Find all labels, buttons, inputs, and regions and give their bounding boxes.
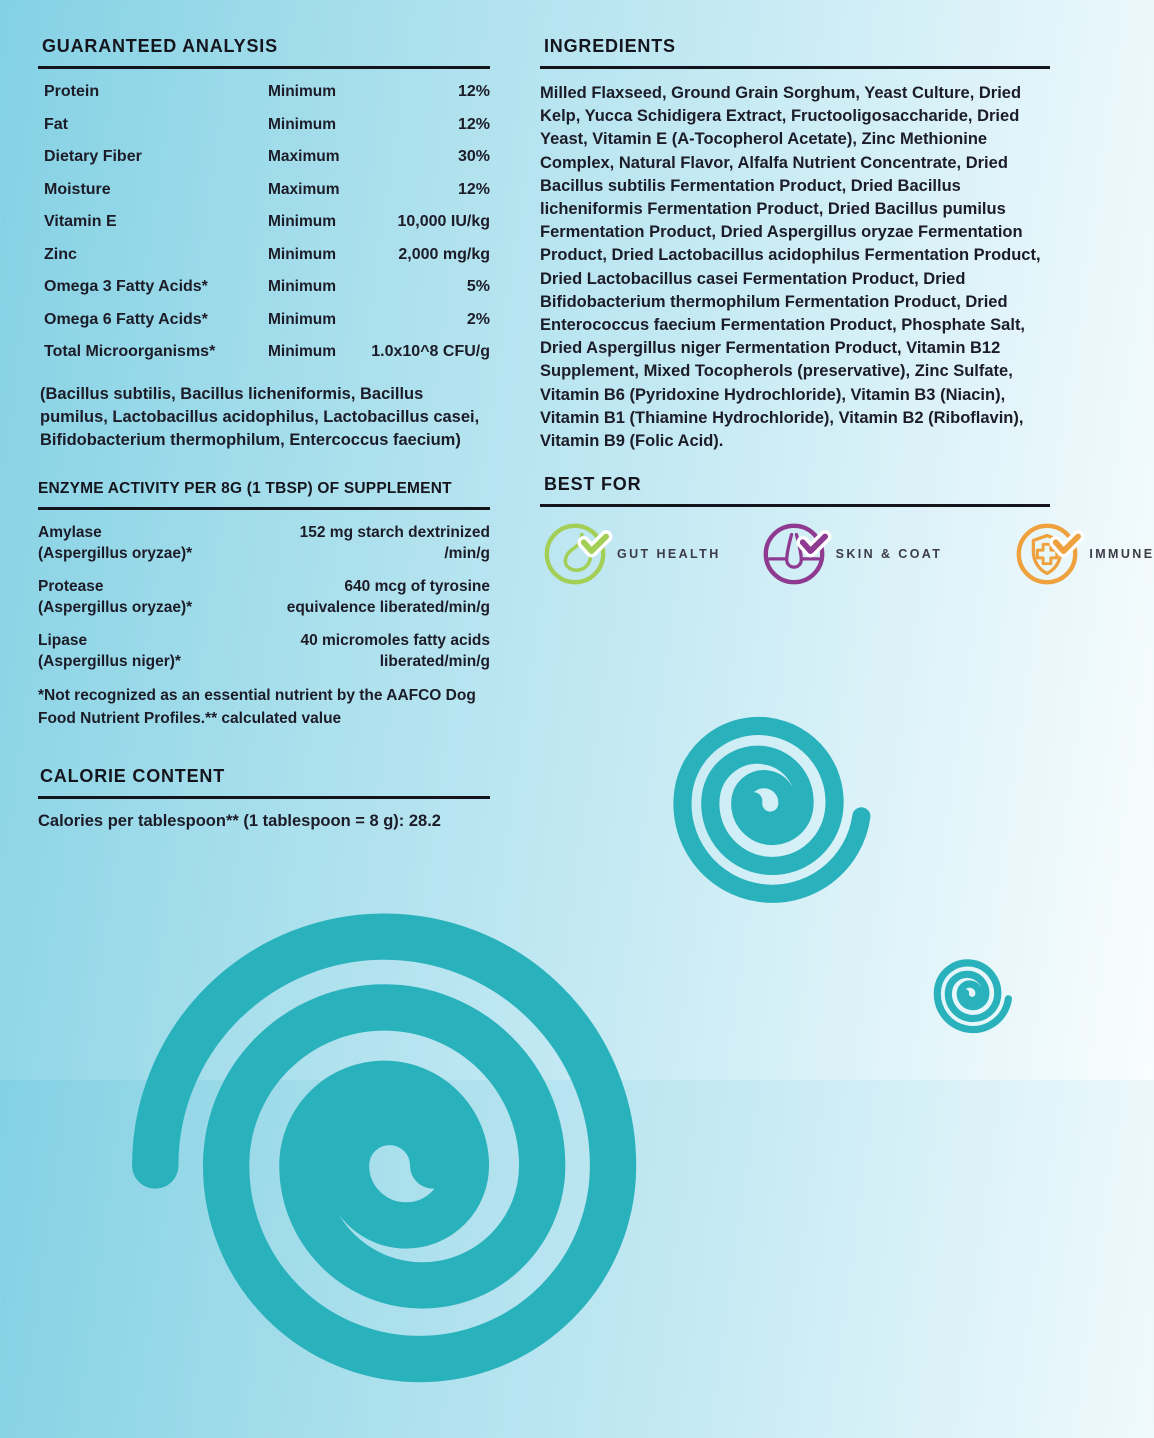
enzyme-name-line: Protease	[38, 577, 104, 595]
nutrient-qualifier: Maximum	[268, 180, 340, 198]
enzyme-value-line: /min/g	[444, 545, 490, 562]
enzyme-name	[38, 576, 192, 619]
enzyme-value	[192, 576, 490, 619]
enzyme-value-line: 152 mg starch dextrinized	[299, 523, 490, 541]
nutrient-label: Moisture	[44, 180, 111, 198]
spiral-icon	[645, 682, 887, 924]
shield-cross-check-icon	[1012, 519, 1082, 589]
nutrient-value: 30%	[457, 148, 490, 166]
right-column	[540, 36, 1154, 589]
ingredients-text: Milled Flaxseed, Ground Grain Sorghum, Yeast Culture, Dried Kelp, Yucca Schidigera Extract, Fructooligosaccharide, Dried Yeast, Vitamin E (A-Tocopherol Acetate), Zinc Methionine Complex, Natural Flavor, Alfalfa Nutrient Concentrate, Dried Bacillus subtilis Fermentation Product, Dried Bacillus licheniformis Fermentation Product, Dried Bacillus pumilus Fermentation Product, Dried Aspergillus oryzae Fermentation Product, Dried Lactobacillus acidophilus Fermentation Product, Dried Lactobacillus casei Fermentation Product, Dried Bifidobacterium thermophilum Fermentation Product, Dried Enterococcus faecium Fermentation Product, Phosphate Salt, Dried Aspergillus niger Fermentation Product, Vitamin B12 Supplement, Mixed Tocopherols (preservative), Zinc Sulfate, Vitamin B6 (Pyridoxine Hydrochloride), Vitamin B3 (Niacin), Vitamin B1 (Thiamine Hydrochloride), Vitamin B2 (Riboflavin), Vitamin B9 (Folic Acid).	[540, 84, 1041, 451]
table-row	[38, 576, 490, 619]
gut-health-badge	[540, 519, 721, 589]
table-row	[38, 239, 490, 272]
nutrient-value: 5%	[466, 278, 490, 296]
enzyme-value-line: equivalence liberated/min/g	[286, 599, 490, 616]
spiral-icon	[922, 945, 1018, 1041]
enzyme-name-line: Lipase	[38, 631, 88, 649]
nutrient-value: 12%	[457, 83, 490, 101]
best-for-title: BEST FOR	[540, 474, 1050, 507]
left-column	[38, 36, 490, 847]
best-for-section	[540, 474, 1154, 589]
table-row	[38, 109, 490, 142]
table-row	[38, 304, 490, 337]
nutrient-qualifier: Minimum	[268, 343, 337, 361]
enzyme-value	[181, 630, 490, 673]
nutrient-qualifier: Minimum	[268, 245, 337, 263]
nutrient-qualifier: Minimum	[268, 278, 337, 296]
nutrient-qualifier: Minimum	[268, 83, 337, 101]
nutrient-qualifier: Minimum	[268, 213, 337, 231]
enzyme-source-line: (Aspergillus oryzae)*	[38, 545, 193, 562]
nutrient-value: 10,000 IU/kg	[397, 213, 490, 231]
nutrient-label: Dietary Fiber	[44, 148, 142, 166]
enzyme-activity-table	[38, 522, 490, 673]
skin-coat-badge	[759, 519, 943, 589]
table-row	[38, 206, 490, 239]
hair-follicle-check-icon	[759, 519, 829, 589]
guaranteed-analysis-table	[38, 76, 490, 369]
enzyme-name	[38, 522, 192, 565]
table-row	[38, 336, 490, 369]
nutrient-label: Omega 6 Fatty Acids*	[44, 310, 208, 328]
badge-label: IMMUNE	[1089, 547, 1154, 562]
enzyme-value	[192, 522, 490, 565]
nutrient-label: Protein	[44, 83, 100, 101]
enzyme-name	[38, 630, 181, 673]
nutrient-qualifier: Minimum	[268, 115, 337, 133]
enzyme-value-line: liberated/min/g	[379, 653, 490, 670]
nutrient-label: Fat	[44, 115, 68, 133]
table-row	[38, 630, 490, 673]
nutrient-label: Vitamin E	[44, 213, 117, 231]
table-row	[38, 271, 490, 304]
table-row	[38, 174, 490, 207]
nutrient-value: 12%	[457, 180, 490, 198]
nutrient-label: Zinc	[44, 245, 77, 263]
enzyme-name-line: Amylase	[38, 523, 102, 541]
nutrient-value: 2%	[466, 310, 490, 328]
calorie-content-section	[38, 766, 490, 831]
ingredients-title: INGREDIENTS	[540, 36, 1050, 69]
nutrient-value: 12%	[457, 115, 490, 133]
aafco-footnote: *Not recognized as an essential nutrient by the AAFCO Dog Food Nutrient Profiles.** calculated value	[38, 686, 476, 727]
immune-badge	[1012, 519, 1154, 589]
stomach-check-icon	[540, 519, 610, 589]
guaranteed-analysis-title: GUARANTEED ANALYSIS	[38, 36, 490, 69]
nutrient-value: 2,000 mg/kg	[398, 245, 490, 263]
nutrient-label: Omega 3 Fatty Acids*	[44, 278, 208, 296]
nutrient-qualifier: Maximum	[268, 148, 340, 166]
nutrient-value: 1.0x10^8 CFU/g	[371, 343, 490, 361]
enzyme-activity-title: ENZYME ACTIVITY PER 8G (1 TBSP) OF SUPPLEMENT	[38, 480, 490, 510]
calorie-content-title: CALORIE CONTENT	[38, 766, 490, 799]
enzyme-value-line: 640 mcg of tyrosine	[344, 577, 490, 595]
table-row	[38, 522, 490, 565]
nutrient-qualifier: Minimum	[268, 310, 337, 328]
table-row	[38, 141, 490, 174]
enzyme-activity-section	[38, 480, 490, 730]
calorie-content-text: Calories per tablespoon** (1 tablespoon = 8 g): 28.2	[38, 811, 441, 830]
badge-label: SKIN & COAT	[835, 547, 943, 562]
enzyme-source-line: (Aspergillus oryzae)*	[38, 599, 193, 616]
spiral-icon	[128, 893, 673, 1438]
enzyme-value-line: 40 micromoles fatty acids	[300, 631, 490, 649]
nutrient-label: Total Microorganisms*	[44, 343, 216, 361]
best-for-badges	[540, 519, 1154, 589]
enzyme-source-line: (Aspergillus niger)*	[38, 653, 181, 670]
table-row	[38, 76, 490, 109]
microorganisms-note: (Bacillus subtilis, Bacillus licheniformis, Bacillus pumilus, Lactobacillus acidophilus, Lactobacillus casei, Bifidobacterium thermophilum, Entercoccus faecium)	[40, 384, 480, 449]
badge-label: GUT HEALTH	[617, 547, 721, 562]
